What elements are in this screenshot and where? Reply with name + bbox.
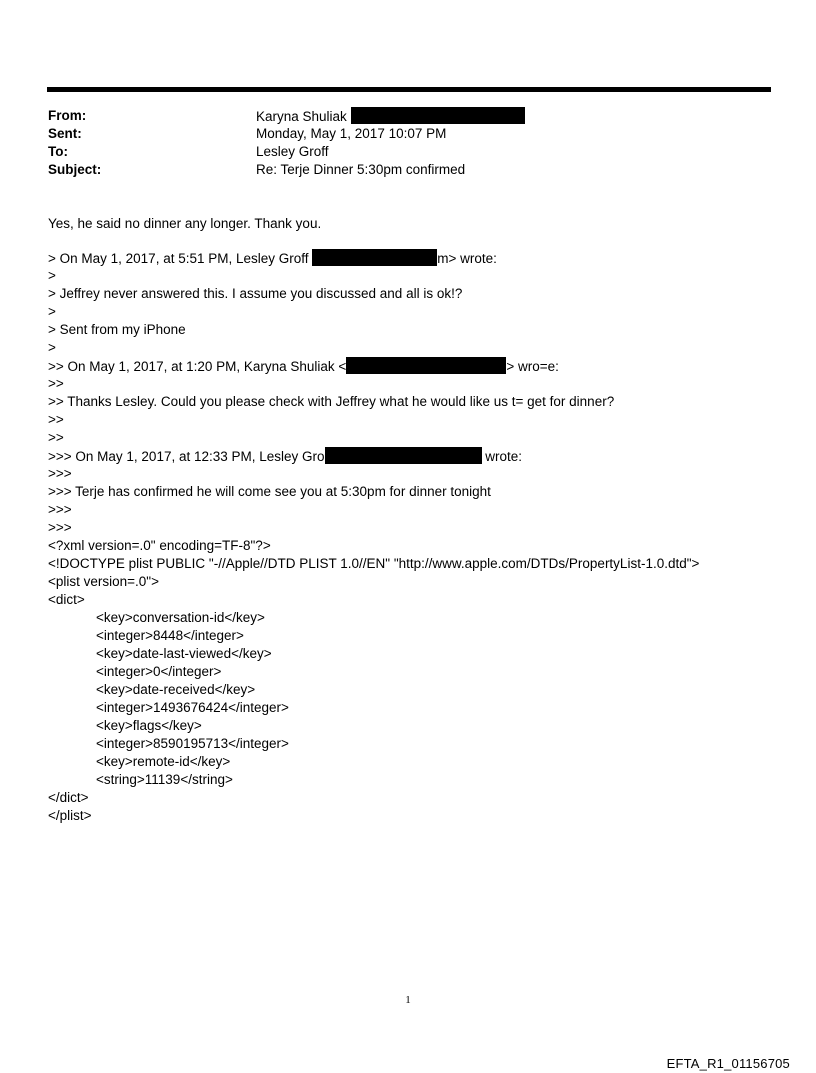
redaction-block	[325, 447, 482, 464]
quote-line: >	[48, 340, 56, 355]
xml-line: <plist version=.0">	[48, 574, 159, 589]
redaction-block	[346, 357, 506, 374]
quote-header-1-pre: > On May 1, 2017, at 5:51 PM, Lesley Groff	[48, 251, 313, 266]
page-number: 1	[405, 994, 411, 1006]
quote-line: >>	[48, 412, 64, 427]
quote-line: >>>	[48, 520, 72, 535]
xml-line: <dict>	[48, 592, 85, 607]
xml-line: <integer>8448</integer>	[96, 628, 244, 643]
sent-value: Monday, May 1, 2017 10:07 PM	[256, 126, 447, 141]
quote-line: > Jeffrey never answered this. I assume you discussed and all is ok!?	[48, 286, 463, 301]
xml-line: <integer>8590195713</integer>	[96, 736, 289, 751]
quote-header-2-pre: >> On May 1, 2017, at 1:20 PM, Karyna Shuliak <	[48, 359, 347, 374]
to-value: Lesley Groff	[256, 144, 329, 159]
quote-line: >>> Terje has confirmed he will come see you at 5:30pm for dinner tonight	[48, 484, 491, 499]
xml-line: <string>11139</string>	[96, 772, 233, 787]
email-header	[48, 107, 768, 179]
quote-line: >>	[48, 376, 64, 391]
sent-label: Sent:	[48, 126, 82, 141]
xml-line: <key>date-last-viewed</key>	[96, 646, 272, 661]
quote-header-3	[48, 447, 788, 465]
email-body	[48, 215, 788, 825]
from-value	[256, 107, 525, 126]
quote-line: >>	[48, 430, 64, 445]
from-row	[48, 107, 768, 125]
quote-line: >>>	[48, 466, 72, 481]
xml-line: <!DOCTYPE plist PUBLIC "-//Apple//DTD PLIST 1.0//EN" "http://www.apple.com/DTDs/PropertyList-1.0.dtd">	[48, 556, 700, 571]
xml-line: <?xml version=.0" encoding=TF-8"?>	[48, 538, 271, 553]
subject-value: Re: Terje Dinner 5:30pm confirmed	[256, 162, 466, 177]
from-name: Karyna Shuliak	[256, 109, 347, 124]
quote-header-2	[48, 357, 788, 375]
from-label: From:	[48, 108, 87, 123]
to-label: To:	[48, 144, 68, 159]
xml-line: </plist>	[48, 808, 92, 823]
quote-line: >> Thanks Lesley. Could you please check with Jeffrey what he would like us t= get for dinner?	[48, 394, 615, 409]
quote-header-3-pre: >>> On May 1, 2017, at 12:33 PM, Lesley Gro	[48, 449, 325, 464]
reply-text: Yes, he said no dinner any longer. Thank you.	[48, 216, 322, 231]
xml-line: <key>remote-id</key>	[96, 754, 231, 769]
xml-line: <integer>1493676424</integer>	[96, 700, 289, 715]
xml-line: <key>conversation-id</key>	[96, 610, 265, 625]
quote-line: >	[48, 268, 56, 283]
quote-line: >	[48, 304, 56, 319]
redaction-block	[312, 249, 437, 266]
quote-header-1-post: m> wrote:	[437, 251, 497, 266]
quote-line: > Sent from my iPhone	[48, 322, 186, 337]
quote-header-2-post: > wro=e:	[506, 359, 559, 374]
xml-line: <key>flags</key>	[96, 718, 202, 733]
sent-row	[48, 125, 768, 143]
xml-line: <key>date-received</key>	[96, 682, 256, 697]
xml-line: <integer>0</integer>	[96, 664, 222, 679]
quote-header-3-post: wrote:	[481, 449, 523, 464]
subject-row	[48, 161, 768, 179]
quote-header-1	[48, 249, 788, 267]
document-id: EFTA_R1_01156705	[666, 1056, 790, 1071]
quote-line: >>>	[48, 502, 72, 517]
to-row	[48, 143, 768, 161]
xml-line: </dict>	[48, 790, 89, 805]
subject-label: Subject:	[48, 162, 102, 177]
header-rule	[47, 87, 771, 92]
redaction-block	[351, 107, 525, 124]
